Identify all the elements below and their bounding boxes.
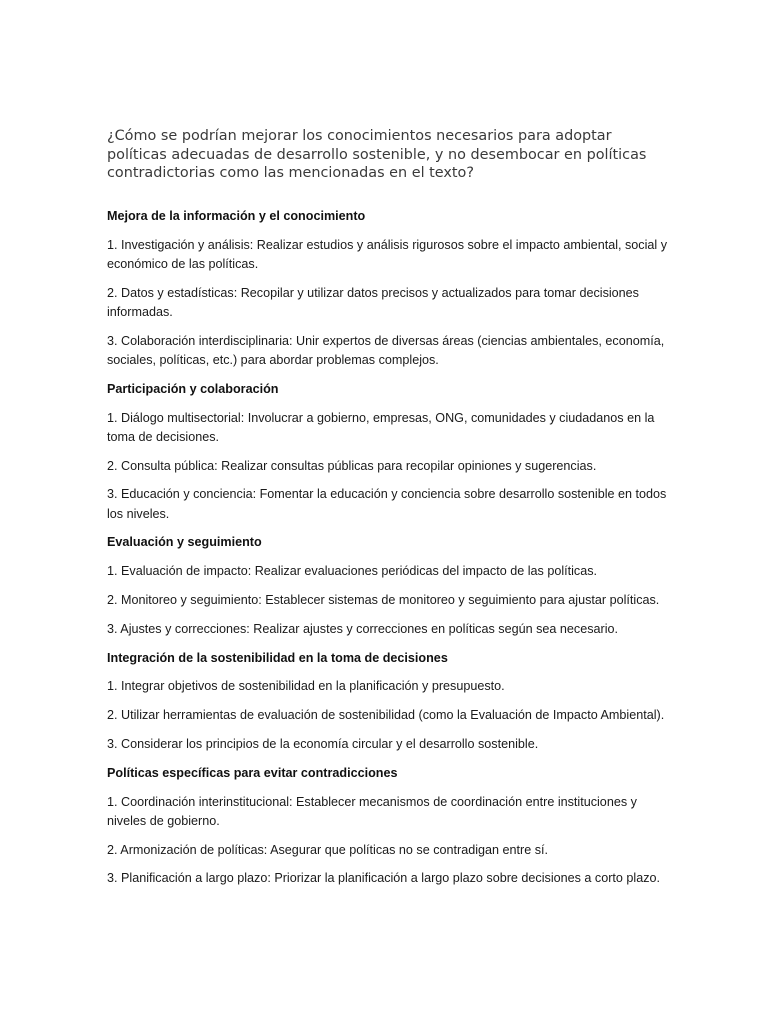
section-title: Mejora de la información y el conocimiento — [107, 209, 366, 223]
section-integracion-sostenibilidad — [107, 649, 667, 755]
section-title: Políticas específicas para evitar contradicciones — [107, 765, 398, 780]
section-politicas-especificas — [107, 764, 667, 889]
list-item: 3. Planificación a largo plazo: Priorizar la planificación a largo plazo sobre decisiones a corto plazo. — [107, 871, 661, 886]
section-informacion-conocimiento — [107, 207, 667, 370]
list-item: 3. Ajustes y correcciones: Realizar ajustes y correcciones en políticas según sea necesario. — [107, 621, 618, 636]
list-item: 2. Consulta pública: Realizar consultas públicas para recopilar opiniones y sugerencias. — [107, 458, 597, 473]
section-title: Evaluación y seguimiento — [107, 535, 262, 550]
list-item: 1. Evaluación de impacto: Realizar evaluaciones periódicas del impacto de las políticas. — [107, 564, 598, 579]
section-title: Participación y colaboración — [107, 381, 279, 396]
list-item: 1. Investigación y análisis: Realizar estudios y análisis rigurosos sobre el impacto ambiental, social y económico de las políticas. — [107, 237, 667, 271]
section-evaluacion-seguimiento — [107, 533, 667, 639]
list-item: 1. Diálogo multisectorial: Involucrar a gobierno, empresas, ONG, comunidades y ciudadanos en la toma de decisiones. — [107, 410, 655, 444]
list-item: 2. Utilizar herramientas de evaluación de sostenibilidad (como la Evaluación de Impacto Ambiental). — [107, 708, 665, 723]
document-content — [107, 207, 667, 898]
list-item: 1. Coordinación interinstitucional: Establecer mecanismos de coordinación entre instituciones y niveles de gobierno. — [107, 794, 637, 828]
list-item: 1. Integrar objetivos de sostenibilidad en la planificación y presupuesto. — [107, 679, 505, 694]
list-item: 2. Monitoreo y seguimiento: Establecer sistemas de monitoreo y seguimiento para ajustar políticas. — [107, 592, 660, 607]
list-item: 3. Considerar los principios de la economía circular y el desarrollo sostenible. — [107, 736, 539, 751]
question-heading: ¿Cómo se podrían mejorar los conocimientos necesarios para adoptar políticas adecuadas de desarrollo sostenible, y no desembocar en políticas contradictorias como las mencionadas en el texto? — [107, 128, 647, 182]
list-item: 3. Educación y conciencia: Fomentar la educación y conciencia sobre desarrollo sostenible en todos los niveles. — [107, 487, 667, 521]
list-item: 2. Datos y estadísticas: Recopilar y utilizar datos precisos y actualizados para tomar decisiones informadas. — [107, 285, 639, 319]
list-item: 2. Armonización de políticas: Asegurar que políticas no se contradigan entre sí. — [107, 842, 549, 857]
section-title: Integración de la sostenibilidad en la toma de decisiones — [107, 650, 448, 665]
list-item: 3. Colaboración interdisciplinaria: Unir expertos de diversas áreas (ciencias ambientales, economía, sociales, políticas, etc.) para abordar problemas complejos. — [107, 333, 665, 367]
section-participacion-colaboracion — [107, 380, 667, 524]
